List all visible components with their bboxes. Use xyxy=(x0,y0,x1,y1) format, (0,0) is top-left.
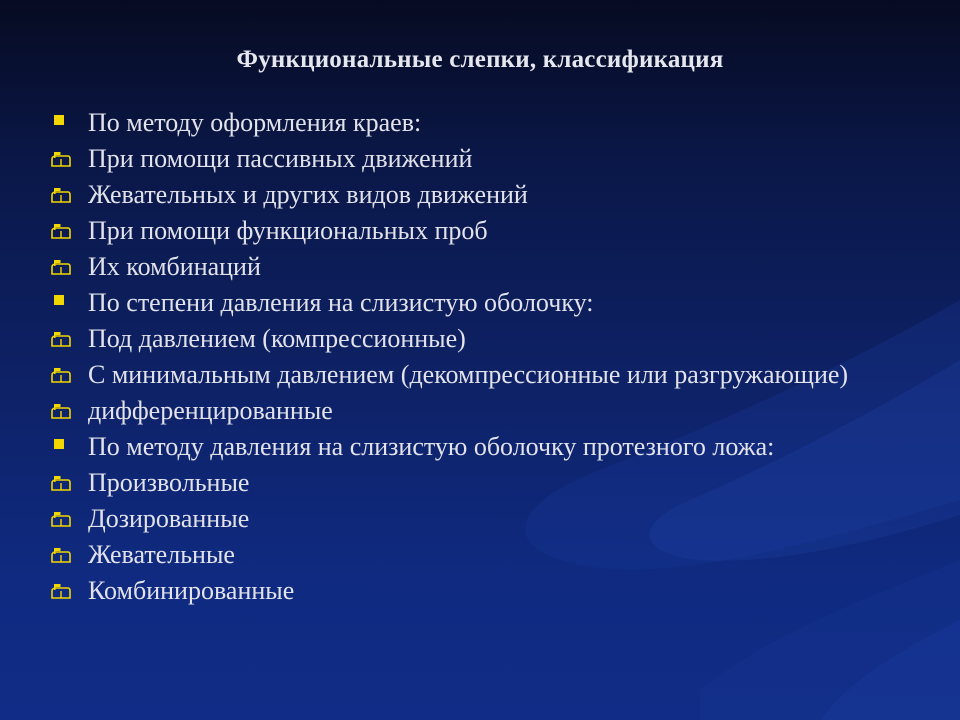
mailbox-icon xyxy=(48,327,74,349)
list-item xyxy=(48,468,928,497)
list-item-text: Их комбинаций xyxy=(88,252,261,281)
mailbox-icon xyxy=(48,471,74,493)
list-item-heading xyxy=(48,108,928,137)
list-item-heading xyxy=(48,432,928,461)
list-item-text: По методу давления на слизистую оболочку протезного ложа: xyxy=(88,432,775,461)
list-item-text: По методу оформления краев: xyxy=(88,108,422,137)
list-item xyxy=(48,396,928,425)
square-icon xyxy=(48,291,74,313)
mailbox-icon xyxy=(48,183,74,205)
list-item-heading xyxy=(48,288,928,317)
list-item-text: Произвольные xyxy=(88,468,250,497)
list-item xyxy=(48,180,928,209)
list-item xyxy=(48,216,928,245)
mailbox-icon xyxy=(48,219,74,241)
list-item-text: При помощи пассивных движений xyxy=(88,144,473,173)
list-item-text: дифференцированные xyxy=(88,396,333,425)
mailbox-icon xyxy=(48,255,74,277)
mailbox-icon xyxy=(48,363,74,385)
list-item xyxy=(48,360,928,389)
list-item-text: Жевательные xyxy=(88,540,235,569)
list-item xyxy=(48,540,928,569)
list-item xyxy=(48,252,928,281)
list-item-text: Под давлением (компрессионные) xyxy=(88,324,466,353)
square-icon xyxy=(48,111,74,133)
list-item-text: Жевательных и других видов движений xyxy=(88,180,528,209)
mailbox-icon xyxy=(48,543,74,565)
list-item xyxy=(48,576,928,605)
mailbox-icon xyxy=(48,579,74,601)
list-item xyxy=(48,144,928,173)
list-item-text: Комбинированные xyxy=(88,576,295,605)
slide-title: Функциональные слепки, классификация xyxy=(236,46,724,73)
list-item-text: С минимальным давлением (декомпрессионные или разгружающие) xyxy=(88,360,849,389)
square-icon xyxy=(48,435,74,457)
list-item-text: Дозированные xyxy=(88,504,250,533)
bullet-list xyxy=(48,108,928,612)
list-item-text: При помощи функциональных проб xyxy=(88,216,488,245)
mailbox-icon xyxy=(48,507,74,529)
mailbox-icon xyxy=(48,147,74,169)
list-item xyxy=(48,324,928,353)
list-item xyxy=(48,504,928,533)
mailbox-icon xyxy=(48,399,74,421)
list-item-text: По степени давления на слизистую оболочку: xyxy=(88,288,594,317)
